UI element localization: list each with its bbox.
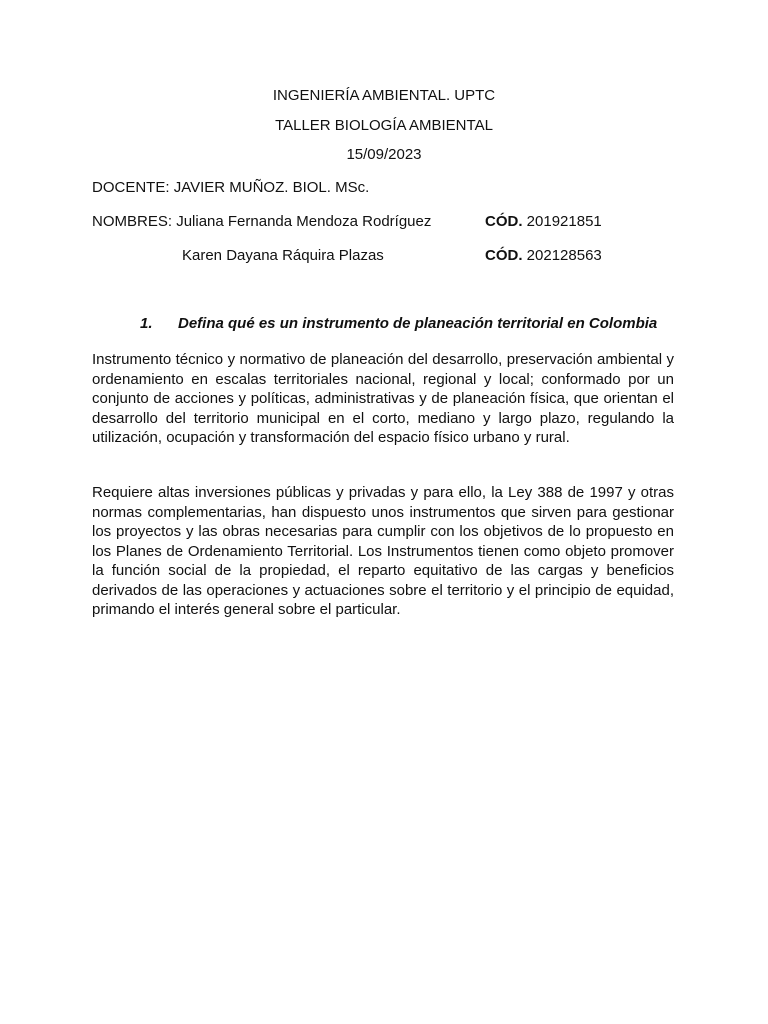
answer-paragraph-1: Instrumento técnico y normativo de planeación del desarrollo, preservación ambiental y ordenamiento en escalas territoriales nacional, regional y local; conformado por un conjunto de acciones y políticas, administrativas y de planeación física, que orientan el desarrollo del territorio municipal en el corto, mediano y largo plazo, regulando la utilización, ocupación y transformación del espacio físico urbano y rural. [92,351,674,446]
nombres-line [92,212,431,232]
docente-line [92,178,369,198]
code-label-1: CÓD. [485,213,523,230]
student-code-2 [485,246,602,266]
student-name-1: Juliana Fernanda Mendoza Rodríguez [176,213,432,230]
answer-paragraph-2: Requiere altas inversiones públicas y privadas y para ello, la Ley 388 de 1997 y otras normas complementarias, han dispuesto unos instrumentos que sirven para gestionar los proyectos y las obras necesarias para cumplir con los objetivos de lo propuesto en los Planes de Ordenamiento Territorial. Los Instrumentos tienen como objeto promover la función social de la propiedad, el reparto equitativo de las cargas y beneficios derivados de las operaciones y actuaciones sobre el territorio y el principio de equidad, primando el interés general sobre el particular. [92,484,674,618]
docente-value: JAVIER MUÑOZ. BIOL. MSc. [173,179,370,196]
question-text: Defina qué es un instrumento de planeación territorial en Colombia [178,315,658,332]
course-title: TALLER BIOLOGÍA AMBIENTAL [275,117,493,134]
institution-title: INGENIERÍA AMBIENTAL. UPTC [272,87,496,104]
document-date: 15/09/2023 [346,146,422,163]
student-code-1 [485,212,602,232]
code-label-2: CÓD. [485,247,523,264]
docente-label: DOCENTE: [92,179,170,196]
code-value-2: 202128563 [526,247,602,264]
student-name-2: Karen Dayana Ráquira Plazas [182,247,384,264]
nombres-label: NOMBRES: [92,213,173,230]
code-value-1: 201921851 [526,213,602,230]
question-heading [140,314,657,334]
question-number: 1. [140,315,153,332]
